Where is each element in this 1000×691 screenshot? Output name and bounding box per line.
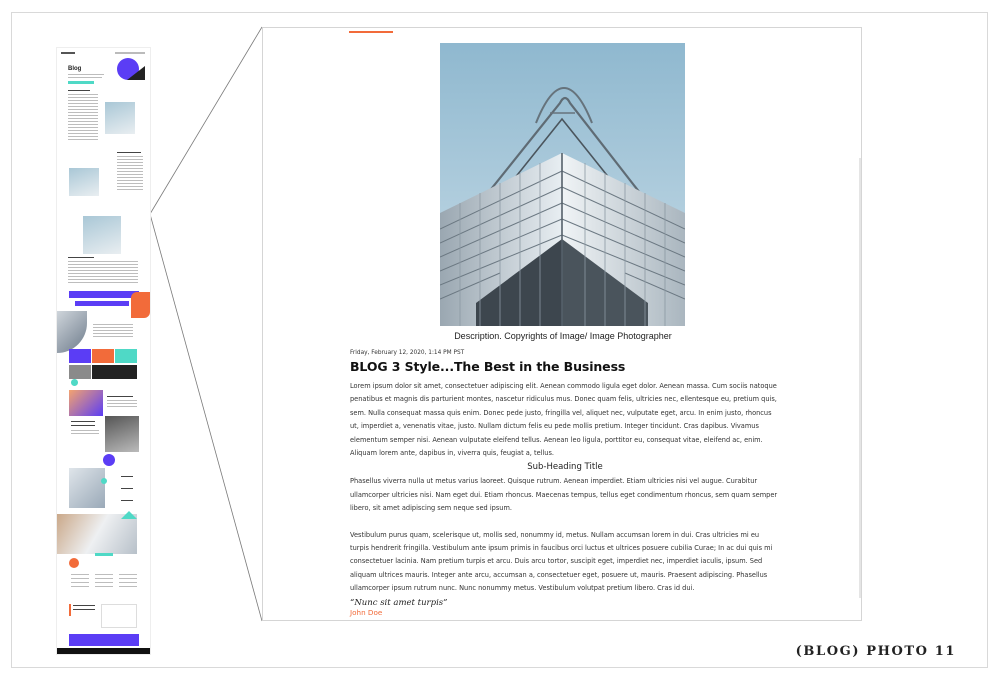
thumb-purple-bar bbox=[75, 301, 129, 306]
post-paragraph-3: Vestibulum purus quam, scelerisque ut, mollis sed, nonummy id, metus. Nullam accumsan lorem in dui. Cras ultricies mi eu turpis hendrerit fringilla. Vestibulum ante ipsum primis in faucibus orci luctus et ultrices posuere cubilia Curae; In ac dui quis mi consectetuer lacinia. Nam pretium turpis et arcu. Duis arcu tortor, suscipit eget, imperdiet nec, imperdiet iaculis, ipsum. Sed aliquam ultrices mauris. Integer ante arcu, accumsan a, consectetuer eget, posuere ut, mauris. Praesent adipiscing. Phasellus ullamcorper ipsum rutrum nunc. Nunc nonummy metus. Vestibulum volutpat pretium libero. Cras id dui. bbox=[350, 530, 773, 593]
thumb-purple-dot bbox=[103, 454, 115, 466]
post-subheading: Sub-Heading Title bbox=[527, 462, 603, 473]
post-title: BLOG 3 Style...The Best in the Business bbox=[350, 359, 626, 374]
scroll-track[interactable] bbox=[859, 158, 861, 598]
blog-article bbox=[350, 350, 780, 617]
thumb-image-3 bbox=[83, 216, 121, 254]
thumb-image-7 bbox=[57, 514, 137, 554]
thumb-orange-dot bbox=[69, 558, 79, 568]
post-paragraph-1: Lorem ipsum dolor sit amet, consectetuer adipiscing elit. Aenean commodo ligula eget dolor. Aenean massa. Cum sociis natoque penatibus et magnis dis parturient montes, nascetur ridiculus mus. Donec quam felis, ultricies nec, ellentesque eu, pretium quis, sem. Nulla consequat massa quis enim. Donec pede justo, fringilla vel, aliquet nec, vulputate eget, arcu. In enim justo, rhoncus ut, imperdiet a, venenatis vitae, justo. Nullam dictum felis eu pede mollis pretium. Integer tincidunt. Cras dapibus. Vivamus elementum semper nisi. Aenean vulputate eleifend tellus. Aenean leo ligula, porttitor eu, consequat vitae, eleifend ac, enim. Aliquam lorem ante, dapibus in, viverra quis, feugiat a, tellus. bbox=[350, 382, 777, 458]
post-quote: “Nunc sit amet turpis” bbox=[350, 597, 448, 608]
post-date: Friday, February 12, 2020, 1:14 PM PST bbox=[350, 350, 465, 356]
thumb-teal-triangle bbox=[121, 511, 137, 519]
thumb-footer-bar bbox=[57, 648, 150, 654]
thumb-image-6 bbox=[69, 468, 105, 508]
thumb-card-teal bbox=[115, 349, 137, 363]
thumb-card-orange bbox=[92, 349, 114, 363]
thumb-form bbox=[101, 604, 137, 628]
thumb-image-1 bbox=[105, 102, 135, 134]
thumb-footer-band bbox=[69, 634, 139, 646]
thumb-nav bbox=[115, 52, 145, 54]
thumb-card-dark bbox=[92, 365, 137, 379]
thumb-logo bbox=[61, 52, 75, 54]
thumb-card-purple bbox=[69, 349, 91, 363]
thumb-teal-button bbox=[68, 81, 94, 84]
thumb-card-gray bbox=[69, 365, 91, 379]
building-illustration bbox=[440, 43, 685, 326]
quote-author[interactable]: John Doe bbox=[350, 607, 383, 617]
thumb-orange-rule bbox=[69, 604, 71, 616]
thumb-orange-shape bbox=[131, 292, 150, 318]
thumb-blog-heading: Blog bbox=[68, 66, 82, 72]
thumb-teal-button-2 bbox=[95, 553, 113, 556]
thumb-teal-dot bbox=[71, 379, 78, 386]
thumb-image-2 bbox=[69, 168, 99, 196]
photo-caption: Description. Copyrights of Image/ Image Photographer bbox=[454, 331, 672, 341]
building-photo bbox=[440, 43, 685, 326]
blog-preview-panel[interactable] bbox=[262, 27, 862, 621]
page-thumbnail[interactable] bbox=[57, 48, 150, 654]
thumb-hand-image bbox=[57, 311, 87, 353]
thumb-teal-dot-2 bbox=[101, 478, 107, 484]
board-label: (BLOG) PHOTO 11 bbox=[795, 644, 956, 659]
orange-accent-bar bbox=[349, 31, 393, 33]
thumb-black-triangle bbox=[127, 66, 145, 80]
thumb-image-5 bbox=[105, 416, 139, 452]
thumb-image-4 bbox=[69, 390, 103, 416]
thumb-purple-band bbox=[69, 291, 139, 298]
post-paragraph-2: Phasellus viverra nulla ut metus varius laoreet. Quisque rutrum. Aenean imperdiet. Etiam ultricies nisi vel augue. Curabitur ullamcorper ultricies nisi. Nam eget dui. Etiam rhoncus. Maecenas tempus, tellus eget condimentum rhoncus, sem quam semper libero, sit amet adipiscing sem neque sed ipsum. bbox=[350, 477, 778, 513]
